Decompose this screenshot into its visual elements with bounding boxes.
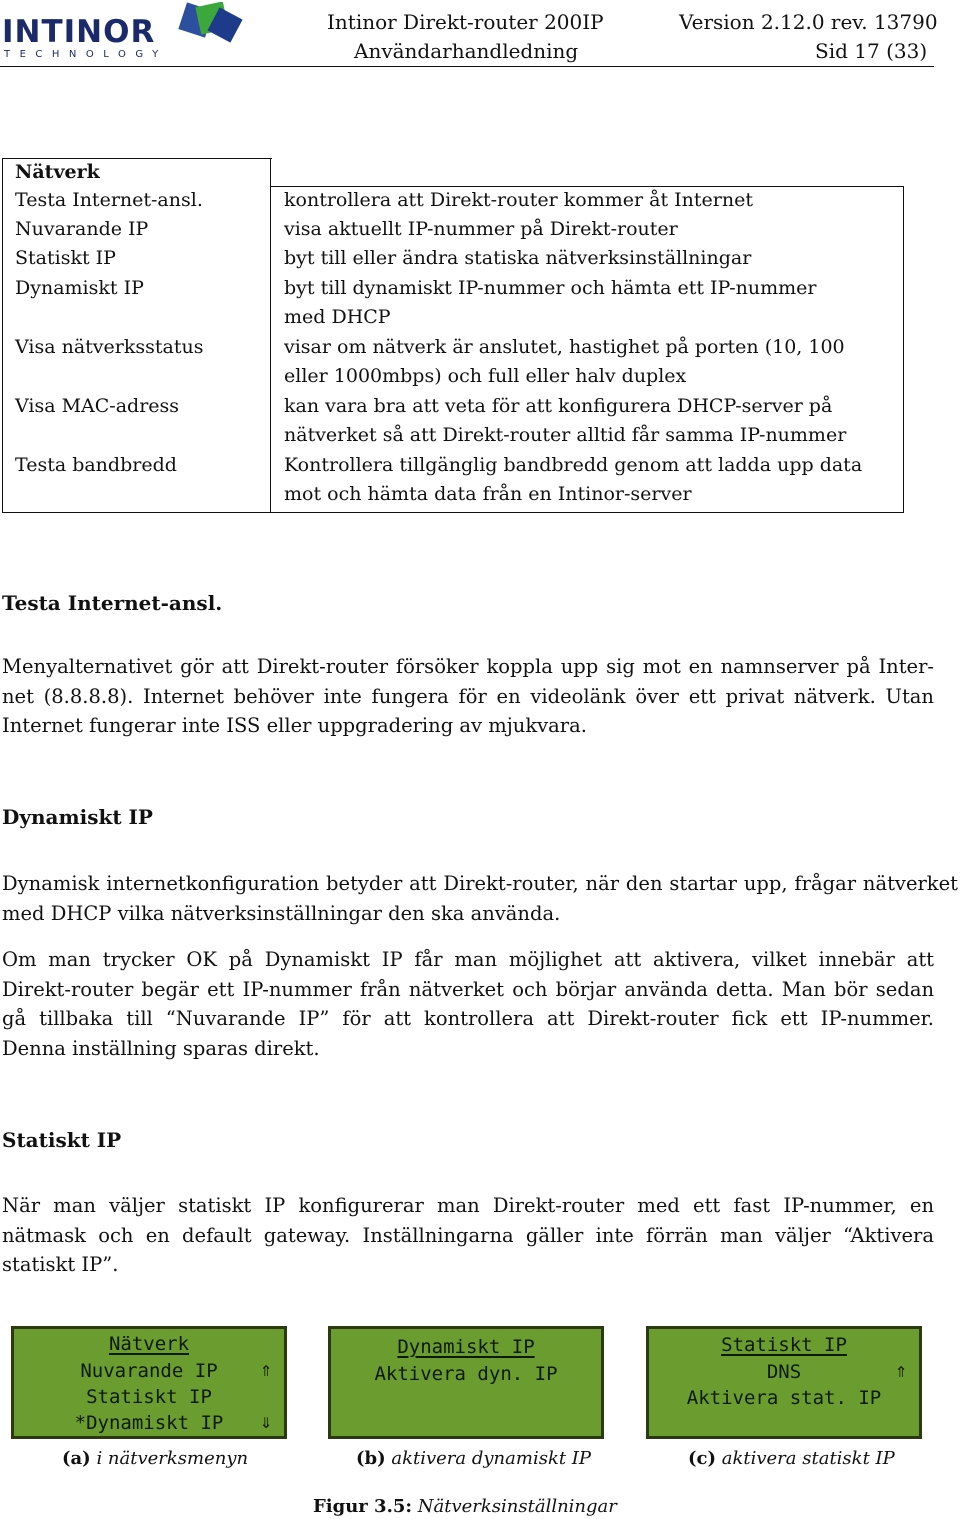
product-name: Intinor Direkt-router 200IP bbox=[327, 10, 604, 34]
lcd-panel-static-ip bbox=[646, 1326, 922, 1439]
lcd-line: Statiskt IP bbox=[86, 1386, 212, 1408]
lcd-panel-network-menu bbox=[11, 1326, 287, 1439]
row-desc-dynamiskt-ip-1: byt till dynamiskt IP-nummer och hämta ett IP-nummer bbox=[284, 277, 817, 299]
row-desc-visa-mac-2: nätverket så att Direkt-router alltid får samma IP-nummer bbox=[284, 424, 847, 446]
lcd-title: Dynamiskt IP bbox=[397, 1336, 535, 1358]
paragraph-testa-internet: Menyalternativet gör att Direkt-router försöker koppla upp sig mot en namnserver på Inter- net (8.8.8.8). Internet behöver inte fungera för en videolänk över ett privat nätverk. Utan Internet fungerar inte ISS eller uppgradering av mjukvara. bbox=[2, 655, 934, 737]
row-desc-visa-natverksstatus-1: visar om nätverk är anslutet, hastighet på porten (10, 100 bbox=[284, 336, 845, 358]
page-number: Sid 17 (33) bbox=[815, 39, 928, 63]
svg-text:TECHNOLOGY: TECHNOLOGY bbox=[4, 49, 168, 60]
subcaption-c: (c) aktivera statiskt IP bbox=[688, 1448, 895, 1469]
lcd-line: Nuvarande IP bbox=[80, 1360, 218, 1382]
row-desc-visa-natverksstatus-2: eller 1000mbps) och full eller halv duplex bbox=[284, 365, 687, 387]
row-name-visa-mac: Visa MAC-adress bbox=[15, 395, 180, 417]
paragraph-statiskt-ip: När man väljer statiskt IP konfigurerar man Direkt-router med ett fast IP-nummer, en nätmask och en default gateway. Inställningarna gäller inte förrän man väljer “Aktivera statiskt IP”. bbox=[2, 1194, 934, 1276]
paragraph-dynamiskt-ip-1: Dynamisk internetkonfiguration betyder att Direkt-router, när den startar upp, frågar nätverket med DHCP vilka nätverksinställningar den ska använda. bbox=[2, 872, 958, 925]
section-heading-dynamiskt-ip: Dynamiskt IP bbox=[2, 805, 153, 829]
lcd-panel-dynamic-ip bbox=[328, 1326, 604, 1439]
row-desc-testa-bandbredd-1: Kontrollera tillgänglig bandbredd genom att ladda upp data bbox=[284, 454, 863, 476]
row-desc-nuvarande-ip: visa aktuellt IP-nummer på Direkt-router bbox=[284, 218, 678, 240]
row-desc-visa-mac-1: kan vara bra att veta för att konfigurera DHCP-server på bbox=[284, 395, 833, 417]
section-heading-testa-internet: Testa Internet-ansl. bbox=[2, 591, 223, 615]
lcd-title: Nätverk bbox=[108, 1333, 190, 1355]
row-name-visa-natverksstatus: Visa nätverksstatus bbox=[15, 336, 204, 358]
svg-text:INTINOR: INTINOR bbox=[2, 14, 156, 50]
row-name-statiskt-ip: Statiskt IP bbox=[15, 247, 116, 269]
row-name-testa-internet: Testa Internet-ansl. bbox=[15, 189, 203, 211]
arrow-up-icon: ⇑ bbox=[259, 1357, 272, 1381]
lcd-line: *Dynamiskt IP bbox=[74, 1412, 224, 1434]
row-desc-statiskt-ip: byt till eller ändra statiska nätverksinställningar bbox=[284, 247, 752, 269]
arrow-up-icon: ⇑ bbox=[894, 1358, 907, 1382]
row-desc-testa-bandbredd-2: mot och hämta data från en Intinor-server bbox=[284, 483, 692, 505]
lcd-line: Aktivera dyn. IP bbox=[374, 1363, 558, 1385]
paragraph-dynamiskt-ip-2: Om man trycker OK på Dynamiskt IP får man möjlighet att aktivera, vilket innebär att Direkt-router begär ett IP-nummer från nätverket och börjar använda detta. Man bör sedan gå tillbaka till “Nuvarande IP” för att kontrollera att Direkt-router fick ett IP-nummer. Denna inställning sparas direkt. bbox=[2, 948, 934, 1060]
subcaption-a: (a) i nätverksmenyn bbox=[62, 1448, 249, 1469]
row-name-testa-bandbredd: Testa bandbredd bbox=[15, 454, 177, 476]
row-desc-dynamiskt-ip-2: med DHCP bbox=[284, 306, 391, 328]
subcaption-b: (b) aktivera dynamiskt IP bbox=[356, 1448, 592, 1469]
row-name-nuvarande-ip: Nuvarande IP bbox=[15, 218, 149, 240]
header-rule bbox=[0, 66, 934, 67]
section-heading-statiskt-ip: Statiskt IP bbox=[2, 1128, 122, 1152]
arrow-down-icon: ⇓ bbox=[259, 1409, 272, 1433]
row-name-dynamiskt-ip: Dynamiskt IP bbox=[15, 277, 144, 299]
intinor-logo bbox=[0, 2, 245, 62]
lcd-title: Statiskt IP bbox=[721, 1334, 847, 1356]
lcd-line: DNS bbox=[766, 1361, 802, 1383]
version-label: Version 2.12.0 rev. 13790 bbox=[679, 10, 938, 34]
row-desc-testa-internet: kontrollera att Direkt-router kommer åt Internet bbox=[284, 189, 753, 211]
figure-caption: Figur 3.5: Nätverksinställningar bbox=[313, 1496, 617, 1517]
lcd-line: Aktivera stat. IP bbox=[686, 1387, 882, 1409]
manual-title: Användarhandledning bbox=[354, 39, 579, 63]
table-title: Nätverk bbox=[15, 161, 100, 183]
